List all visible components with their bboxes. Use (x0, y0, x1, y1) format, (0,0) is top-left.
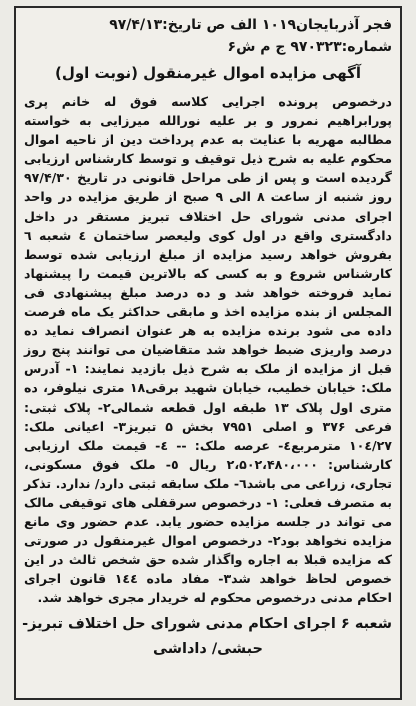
notice-paragraph: درخصوص پرونده اجرایی کلاسه فوق له خانم پری پورابراهیم نمرور و بر علیه نورالله میرزایی به خواسته مطالبه مهریه با عنایت به عدم پرداخت دین از ناحیه اموال محکوم علیه به شرح ذیل توقیف و توسط کارشناس ارزیابی گردیده است و پس از طی مراحل قانونی در تاریخ ۹۷/۴/۳۰ روز شنبه از ساعت ۸ الی ۹ صبح از طریق مزایده در واحد اجرای مدنی شورای حل اختلاف تبریز مستقر در داخل دادگستری واقع در اول کوی ولیعصر ساختمان ٤ شعبه ٦ بفروش خواهد رسید مزایده از مبلغ ارزیابی شده توسط کارشناس شروع و به کسی که بالاترین قیمت را پیشنهاد نماید فروخته خواهد شد و ده درصد مبلغ پیشنهادی فی المجلس از بنده مزایده اخذ و مابقی حداکثر یک ماه فرصت داده می شود برنده مزایده به هر عنوان انصراف نماید ده درصد واریزی ضبط خواهد شد متقاضیان می توانند پنج روز قبل از مزایده از ملک به شرح ذیل بازدید نمایند: ۱- آدرس ملک: خیابان خطیب، خیابان شهید برقی۱۸ متری نیلوفر، ده متری اول پلاک ۱۳ طبقه اول قطعه شمالی۲- پلاک ثبتی: فرعی ۳۷۶ و اصلی ۷۹۵۱ بخش ۵ تبریز۳- اعیانی ملک: ۱۰٤/۲۷ مترمربع٤- عرصه ملک: -- ٤- قیمت ملک ارزیابی کارشناس: ۲،۵۰۲،۴۸۰،۰۰۰ ریال ٥- ملک فوق مسکونی، تجاری، زراعی می باشد٦- ملک سابقه ثبتی دارد/ ندارد. تذکر به متصرف فعلی: ۱- درخصوص سرقفلی های توقیفی مالک می تواند در جلسه مزایده حضور یابد. عدم حضور وی مانع مزایده نخواهد بود۲- درخصوص اموال غیرمنقول در صورتی که مزایده قبلا به اجاره واگذار شده حق شخص ثالث در این خصوص لحاظ خواهد شد۳- مفاد ماده ۱٤٤ قانون اجرای احکام مدنی درخصوص محکوم له خریدار مجری خواهد شد. (24, 94, 393, 606)
notice-number: شماره:۹۷۰۳۲۳ ج م ش۶ (227, 39, 392, 55)
signature-names: حبشی/ داداشی (153, 640, 263, 657)
signature-office: شعبه ۶ اجرای احکام مدنی شورای حل اختلاف تبریز- (22, 615, 392, 632)
notice-title: آگهی مزایده اموال غیرمنقول (نوبت اول) (54, 64, 362, 82)
notice-body (24, 92, 392, 608)
notice-content (24, 14, 392, 692)
notice-frame (14, 6, 402, 700)
newspaper-header-date: فجر آذربایجان۱۰۱۹ الف ص تاریخ:۹۷/۴/۱۳ (109, 17, 392, 33)
